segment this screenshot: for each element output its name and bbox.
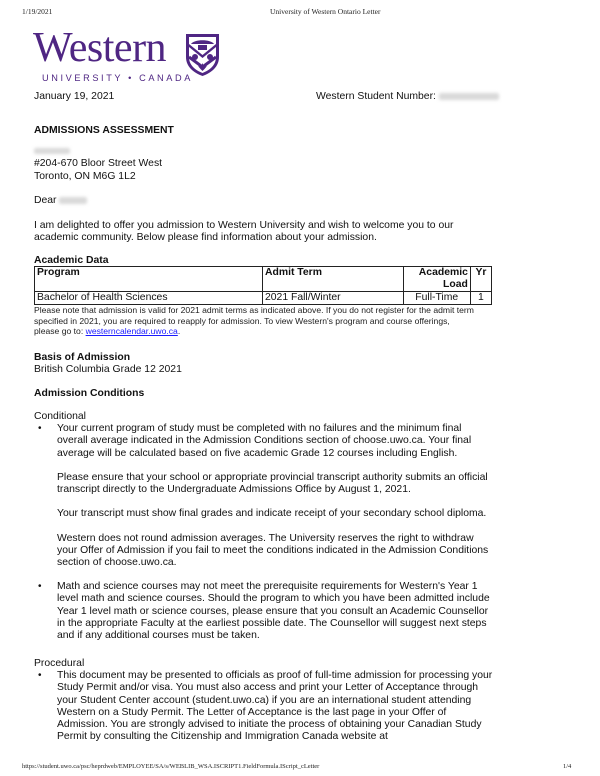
- conditions-title: Admission Conditions: [34, 388, 145, 399]
- para-line: Please ensure that your school or appropriate provincial transcript authority submits an official: [57, 471, 488, 483]
- salutation: [34, 195, 87, 206]
- para-line: level math and science courses. Should the program to which you have been admitted include: [57, 593, 490, 605]
- basis-of-admission: [34, 352, 182, 377]
- para-line: in the appropriate Faculty at the earliest possible date. The Counsellor will suggest next steps: [57, 617, 487, 629]
- recipient-name-redacted: [34, 148, 70, 154]
- col-admit-term: Admit Term: [262, 267, 403, 292]
- cell-academic-load: Full-Time: [403, 292, 470, 305]
- col-load-line2: Load: [443, 279, 468, 290]
- logo-subtitle: UNIVERSITY • CANADA: [42, 73, 193, 83]
- intro-line: academic community. Below please find information about your admission.: [34, 232, 377, 244]
- note-line: [34, 326, 504, 337]
- address-line2: Toronto, ON M6G 1L2: [34, 170, 136, 182]
- cell-program: Bachelor of Health Sciences: [35, 292, 263, 305]
- para-line: Permit by consulting the Citizenship and Immigration Canada website at: [57, 731, 388, 743]
- para-line: your Student Center account (student.uwo.ca) if you are an international student attending: [57, 694, 472, 706]
- para-line: average will be calculated based on five academic Grade 12 courses including English.: [57, 447, 458, 459]
- salutation-name-redacted: [59, 197, 87, 204]
- para-line: section of choose.uwo.ca.: [57, 557, 177, 569]
- para-line: overall average indicated in the Admission Conditions section of choose.uwo.ca. Your final: [57, 435, 472, 447]
- para-line: Your transcript must show final grades and indicate receipt of your secondary school diploma.: [57, 508, 487, 520]
- col-yr: Yr: [470, 267, 491, 292]
- student-number-redacted: [439, 93, 499, 100]
- academic-data-title: Academic Data: [34, 255, 109, 266]
- para-line: transcript directly to the Undergraduate Admissions Office by August 1, 2021.: [57, 484, 411, 496]
- table-row: [35, 292, 492, 305]
- conditional-label: Conditional: [34, 411, 86, 422]
- bullet-icon: •: [38, 423, 42, 434]
- crest-icon: [185, 33, 220, 77]
- note-line: specified in 2021, you are required to reapply for admission. To view Western's program and course offerings,: [34, 315, 450, 326]
- note-prefix: please go to:: [34, 326, 86, 337]
- print-footer: [0, 763, 600, 775]
- cell-yr: 1: [470, 292, 491, 305]
- western-logo: [33, 25, 223, 86]
- print-title: University of Western Ontario Letter: [270, 7, 381, 16]
- conditional-item-1: [57, 423, 507, 570]
- para-line: your Offer of Admission if you fail to meet the conditions indicated in the Admission Conditions: [57, 545, 489, 557]
- admit-term-note: [34, 305, 504, 337]
- page-number: 1/4: [563, 763, 572, 770]
- para-line: Study Permit and/or visa. You must also access and print your Letter of Acceptance through: [57, 682, 479, 694]
- cell-admit-term: 2021 Fall/Winter: [262, 292, 403, 305]
- student-number: [316, 91, 499, 102]
- para-line: Math and science courses may not meet the prerequisite requirements for Western's Year 1: [57, 581, 478, 592]
- page-heading: ADMISSIONS ASSESSMENT: [34, 125, 174, 136]
- basis-value: British Columbia Grade 12 2021: [34, 364, 182, 376]
- bullet-icon: •: [38, 670, 42, 681]
- col-load-line1: Academic: [418, 267, 468, 278]
- procedural-label: Procedural: [34, 658, 85, 669]
- westerncalendar-link[interactable]: westerncalendar.uwo.ca: [85, 326, 178, 337]
- note-suffix: .: [177, 326, 181, 337]
- col-academic-load: [403, 267, 470, 292]
- col-program: Program: [35, 267, 263, 292]
- letter-date: January 19, 2021: [34, 91, 115, 102]
- para-line: This document may be presented to officials as proof of full-time admission for processing your: [57, 670, 493, 681]
- para-line: and if any additional courses must be taken.: [57, 630, 260, 642]
- print-header: [0, 7, 600, 19]
- para-line: Western on a Study Permit. The Letter of Acceptance is the last page in your Offer of: [57, 706, 447, 718]
- student-number-label: Western Student Number:: [316, 91, 436, 102]
- salutation-text: Dear: [34, 195, 57, 206]
- logo-wordmark: Western: [33, 25, 167, 71]
- intro-line: I am delighted to offer you admission to Western University and wish to welcome you to our: [34, 220, 454, 231]
- address-line1: #204-670 Bloor Street West: [34, 158, 163, 170]
- procedural-item-1: [57, 670, 507, 744]
- intro-paragraph: [34, 220, 454, 245]
- para-line: Your current program of study must be completed with no failures and the minimum final: [57, 423, 462, 434]
- bullet-icon: •: [38, 581, 42, 592]
- basis-title: Basis of Admission: [34, 352, 131, 363]
- para-line: Year 1 level math or science courses, please ensure that you consult an Academic Counsellor: [57, 605, 489, 617]
- academic-data-table: [34, 266, 492, 305]
- para-line: Western does not round admission averages. The University reserves the right to withdraw: [57, 532, 474, 544]
- recipient-address: [34, 146, 162, 183]
- table-header-row: [35, 267, 492, 292]
- note-line: Please note that admission is valid for 2021 admit terms as indicated above. If you do not register for the admit term: [34, 305, 474, 315]
- print-url: https://student.uwo.ca/psc/heprdweb/EMPLOYEE/SA/s/WEBLIB_WSA.ISCRIPT1.FieldFormula.IScript_cLetter: [22, 763, 320, 770]
- print-date: 1/19/2021: [22, 7, 53, 16]
- conditional-item-2: [57, 581, 507, 642]
- para-line: Admission. You are strongly advised to initiate the process of obtaining your Canadian Study: [57, 719, 482, 731]
